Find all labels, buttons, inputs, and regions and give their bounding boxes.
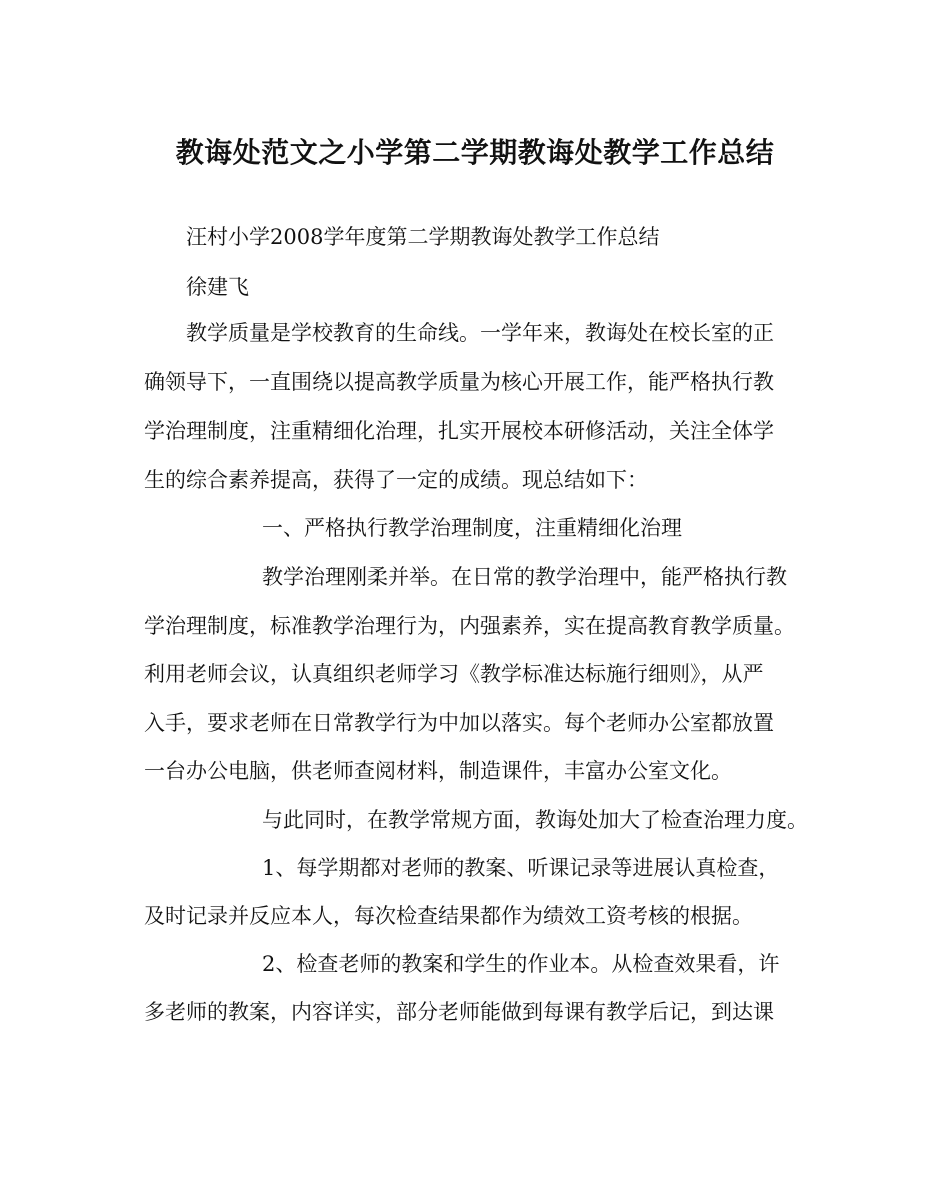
section-heading: 一、严格执行教学治理制度，注重精细化治理	[262, 516, 682, 540]
section-paragraph-line: 一台办公电脑，供老师查阅材料，制造课件，丰富办公室文化。	[144, 759, 732, 783]
intro-line: 确领导下，一直围绕以提高教学质量为核心开展工作，能严格执行教	[144, 370, 774, 394]
author-name: 徐建飞	[186, 275, 249, 299]
section-paragraph-line: 教学治理刚柔并举。在日常的教学治理中，能严格执行教	[262, 565, 787, 589]
intro-line: 教学质量是学校教育的生命线。一学年来，教诲处在校长室的正	[186, 321, 774, 345]
list-item-line: 1、每学期都对老师的教案、听课记录等进展认真检查，	[262, 856, 780, 880]
section-paragraph-line: 利用老师会议，认真组织老师学习《教学标准达标施行细则》，从严	[144, 662, 764, 686]
inspection-intro: 与此同时，在教学常规方面，教诲处加大了检查治理力度。	[262, 808, 808, 832]
list-item-line: 多老师的教案，内容详实，部分老师能做到每课有教学后记，到达课	[144, 1000, 774, 1024]
list-item-line: 2、检查老师的教案和学生的作业本。从检查效果看，许	[262, 952, 780, 976]
document-subtitle: 汪村小学2008学年度第二学期教诲处教学工作总结	[186, 225, 660, 249]
intro-line: 学治理制度，注重精细化治理，扎实开展校本研修活动，关注全体学	[144, 419, 774, 443]
section-paragraph-line: 入手，要求老师在日常教学行为中加以落实。每个老师办公室都放置	[144, 711, 774, 735]
intro-line: 生的综合素养提高，获得了一定的成绩。现总结如下：	[144, 468, 648, 492]
document-title: 教诲处范文之小学第二学期教诲处教学工作总结	[175, 136, 775, 169]
list-item-line: 及时记录并反应本人，每次检查结果都作为绩效工资考核的根据。	[144, 904, 753, 928]
section-paragraph-line: 学治理制度，标准教学治理行为，内强素养，实在提高教育教学质量。	[144, 614, 795, 638]
